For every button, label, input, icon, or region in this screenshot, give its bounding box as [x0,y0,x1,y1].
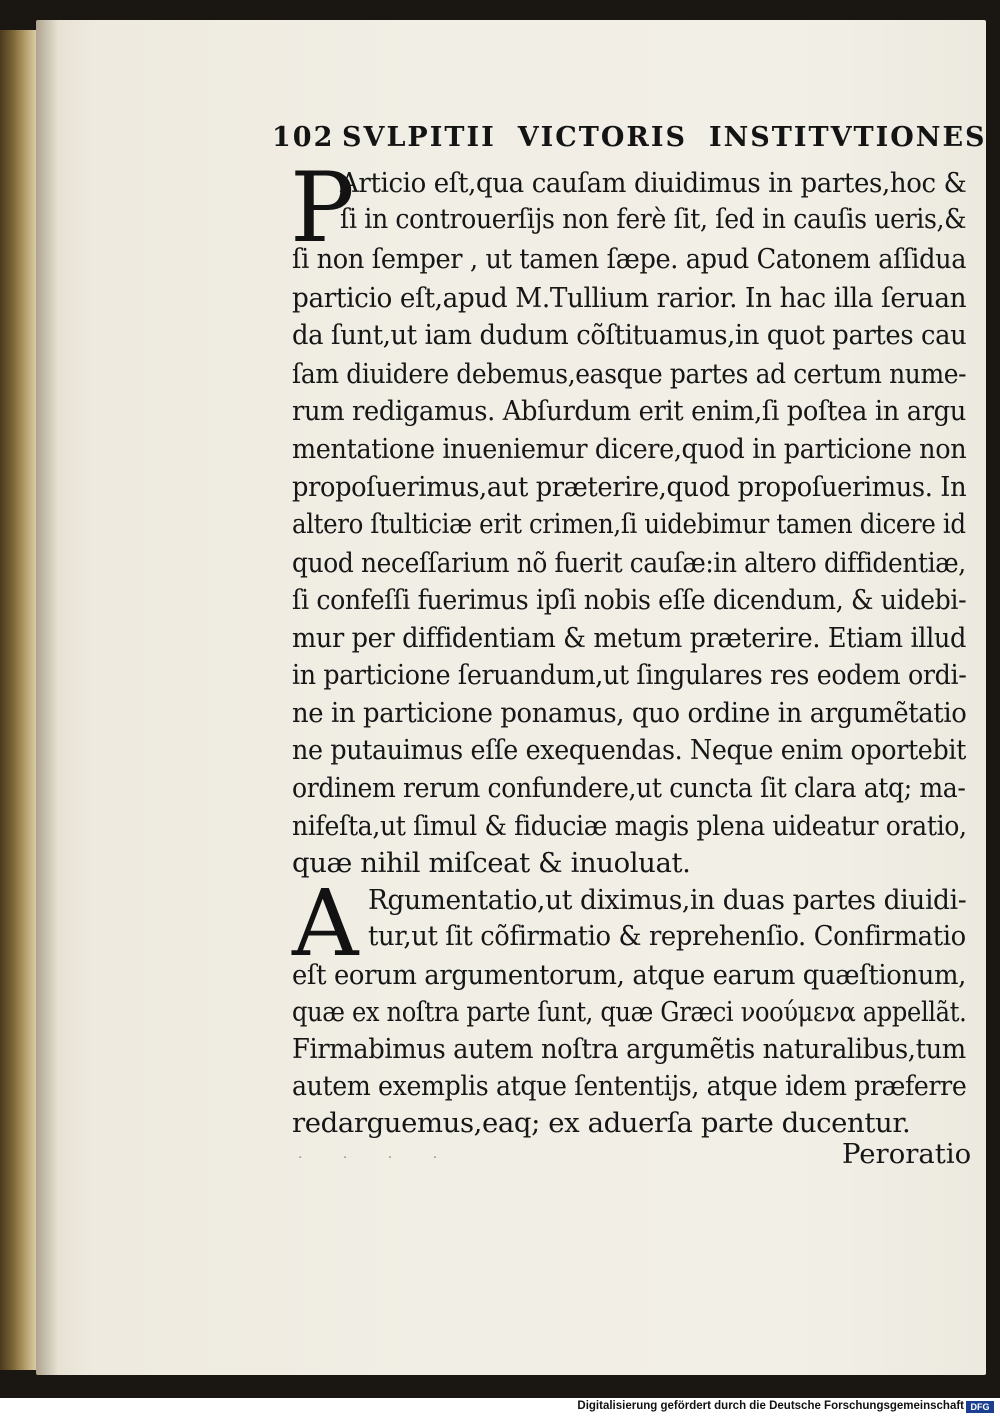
running-header [272,122,987,162]
text-line: Articio eſt,qua cauſam diuidimus in partes,hoc & [340,167,967,199]
text-line: eſt eorum argumentorum, atque earum quæſtionum, [292,959,966,991]
text-line: redarguemus,eaq; ex aduerſa parte ducentur. [292,1107,911,1139]
text-line: altero ſtulticiæ erit crimen,ſi uidebimur tamen dicere id [292,508,966,540]
text-line: Firmabimus autem noſtra argumẽtis naturalibus,tum [292,1033,966,1065]
dfg-logo: DFG [966,1401,994,1413]
faint-bleedthrough-marks: · · · · [298,1150,456,1166]
text-line: tur,ut ſit cõfirmatio & reprehenſio. Confirmatio [368,920,966,952]
text-line: Rgumentatio,ut diximus,in duas partes diuidi- [368,884,967,916]
header-title-word-1: SVLPITII [342,122,496,153]
text-line: ne in particione ponamus, quo ordine in argumẽtatio [292,697,967,729]
drop-initial-a: A [292,870,359,977]
text-line: ſi non ſemper , ut tamen ſæpe. apud Catonem aſſidua [292,243,967,275]
text-line: autem exemplis atque ſententijs, atque idem præferre [292,1070,967,1102]
text-line: ne putauimus eſſe exequendas. Neque enim oportebit [292,734,966,766]
header-title-word-2: VICTORIS [517,122,687,153]
text-line: ſam diuidere debemus,easque partes ad certum nume- [292,358,967,390]
text-line: quod neceſſarium nõ fuerit cauſæ:in altero diffidentiæ, [292,547,966,579]
text-line: in particione ſeruandum,ut ſingulares res eodem ordi- [292,659,967,691]
text-line: quæ nihil miſceat & inuoluat. [292,847,691,879]
text-line: rum redigamus. Abſurdum erit enim,ſi poſtea in argu [292,395,967,427]
catchword: Peroratio [842,1138,972,1170]
text-line: mentatione inueniemur dicere,quod in particione non [292,433,967,465]
text-line: quæ ex noſtra parte ſunt, quæ Græci νοούμενα appellãt. [292,996,967,1028]
text-line: propoſuerimus,aut præterire,quod propoſuerimus. In [292,471,967,503]
header-title-word-3: INSTITVTIONES [708,122,987,153]
text-line: ſi in controuerſijs non ferè ſit, ſed in cauſis ueris,& [340,203,967,235]
text-line: particio eſt,apud M.Tullium rarior. In hac illa ſeruan [292,282,967,314]
text-line: nifeſta,ut ſimul & fiduciæ magis plena uideatur oratio, [292,810,967,842]
text-line: da ſunt,ut iam dudum cõſtituamus,in quot partes cau [292,319,967,351]
text-line: ordinem rerum confundere,ut cuncta ſit clara atq; ma- [292,772,966,804]
digitization-credit: Digitalisierung gefördert durch die Deutsche Forschungsgemeinschaft [577,1400,964,1412]
drop-initial-p: P [290,152,355,264]
page-number: 102 [272,122,335,153]
text-line: mur per diffidentiam & metum præterire. Etiam illud [292,622,967,654]
page-fold-shadow [36,20,58,1375]
text-line: ſi confeſſi fuerimus ipſi nobis eſſe dicendum, & uidebi- [292,584,967,616]
